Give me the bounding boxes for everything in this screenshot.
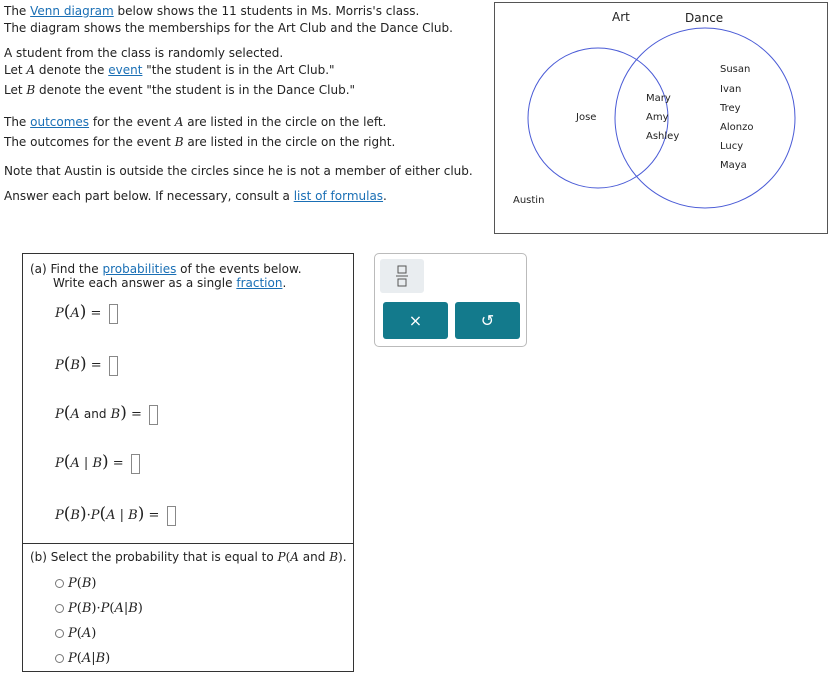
dance-circle (615, 28, 795, 208)
prob-b-times-a-given-b-row: P(B)·P(A | B) = (55, 504, 176, 526)
part-a-text: (a) Find the (30, 262, 103, 276)
var-a: A (26, 63, 36, 77)
intro-line-3: A student from the class is randomly selected. (4, 46, 284, 60)
part-a-line-1 (30, 262, 302, 276)
prob-a-given-b-row: P(A | B) = (55, 452, 140, 474)
intro-text: denote the (35, 63, 109, 77)
intro-text: Let (4, 83, 27, 97)
both-member: Ashley (646, 131, 680, 142)
intro-line-7 (4, 135, 395, 149)
prob-a-and-b-input[interactable] (149, 405, 158, 425)
probabilities-link[interactable]: probabilities (102, 262, 177, 276)
venn-diagram-link[interactable]: Venn diagram (30, 4, 114, 18)
dance-label: Dance (685, 11, 724, 25)
intro-text: The outcomes for the event (4, 135, 175, 149)
option-p-a-given-b[interactable]: P(A|B) (55, 651, 110, 666)
outside-member: Austin (513, 195, 545, 206)
answer-tool-palette (374, 253, 527, 347)
dance-only-member: Maya (720, 160, 747, 171)
option-p-b[interactable]: P(B) (55, 576, 96, 591)
intro-line-9 (4, 189, 387, 203)
fraction-button[interactable] (380, 259, 424, 293)
part-b-text: (b) Select the probability that is equal to (30, 550, 278, 564)
prob-b-row: P(B) = (55, 354, 118, 376)
intro-text: The (4, 115, 31, 129)
radio-button[interactable] (55, 629, 64, 638)
question-panel (22, 253, 354, 672)
dance-only-member: Trey (720, 103, 741, 114)
and-word: and (302, 550, 326, 564)
option-p-a[interactable]: P(A) (55, 626, 96, 641)
radio-button[interactable] (55, 604, 64, 613)
prob-b-times-a-given-b-input[interactable] (167, 506, 176, 526)
art-only-member: Jose (576, 112, 597, 123)
venn-diagram (494, 2, 828, 234)
radio-button[interactable] (55, 579, 64, 588)
intro-text: are listed in the circle on the left. (183, 115, 387, 129)
intro-text: "the student is in the Art Club." (142, 63, 335, 77)
dance-only-member: Alonzo (720, 122, 754, 133)
part-b-section (23, 543, 353, 666)
formulas-link[interactable]: list of formulas (293, 189, 384, 203)
option-p-b-times-p-a-given-b[interactable]: P(B)·P(A|B) (55, 601, 143, 616)
undo-button[interactable] (455, 302, 520, 339)
intro-line-1 (4, 4, 419, 18)
intro-text: Answer each part below. If necessary, consult a (4, 189, 294, 203)
prob-a-and-b-row: P(A and B) = (55, 403, 158, 425)
intro-text: for the event (89, 115, 175, 129)
intro-line-5 (4, 83, 355, 97)
dance-only-member: Lucy (720, 141, 744, 152)
prob-b-input[interactable] (109, 356, 118, 376)
intro-line-2: The diagram shows the memberships for the Art Club and the Dance Club. (4, 21, 453, 35)
dance-only-member: Susan (720, 64, 751, 75)
art-label: Art (612, 10, 630, 24)
intro-text: denote the event "the student is in the Dance Club." (35, 83, 356, 97)
intro-text: . (383, 189, 387, 203)
dance-only-member: Ivan (720, 84, 742, 95)
both-member: Mary (646, 93, 671, 104)
close-icon: × (408, 311, 423, 330)
prob-a-row: P(A) = (55, 302, 118, 324)
part-a-line-2 (53, 276, 286, 290)
intro-text: are listed in the circle on the right. (183, 135, 396, 149)
intro-text: below shows the 11 students in Ms. Morris's class. (113, 4, 420, 18)
part-a-text: . (282, 276, 287, 290)
prob-a-given-b-input[interactable] (131, 454, 140, 474)
part-a-text: Write each answer as a single (53, 276, 237, 290)
var-b: B (26, 83, 36, 97)
fraction-link[interactable]: fraction (236, 276, 283, 290)
intro-line-6 (4, 115, 386, 129)
clear-button[interactable] (383, 302, 448, 339)
both-member: Amy (646, 112, 669, 123)
var-b: B (174, 135, 184, 149)
intro-line-4 (4, 63, 335, 77)
and-word: and (83, 407, 107, 421)
intro-text: Let (4, 63, 27, 77)
intro-text: The (4, 4, 31, 18)
intro-line-8: Note that Austin is outside the circles since he is not a member of either club. (4, 164, 473, 178)
fraction-icon (380, 259, 424, 293)
prob-a-input[interactable] (109, 304, 118, 324)
outcomes-link[interactable]: outcomes (30, 115, 90, 129)
part-a-text: of the events below. (176, 262, 302, 276)
radio-button[interactable] (55, 654, 64, 663)
event-link[interactable]: event (108, 63, 143, 77)
part-b-prompt: (b) Select the probability that is equal to P(A and B). (30, 550, 347, 564)
var-a: A (174, 115, 184, 129)
undo-icon: ↺ (480, 311, 495, 330)
part-b-text: . (342, 550, 347, 564)
